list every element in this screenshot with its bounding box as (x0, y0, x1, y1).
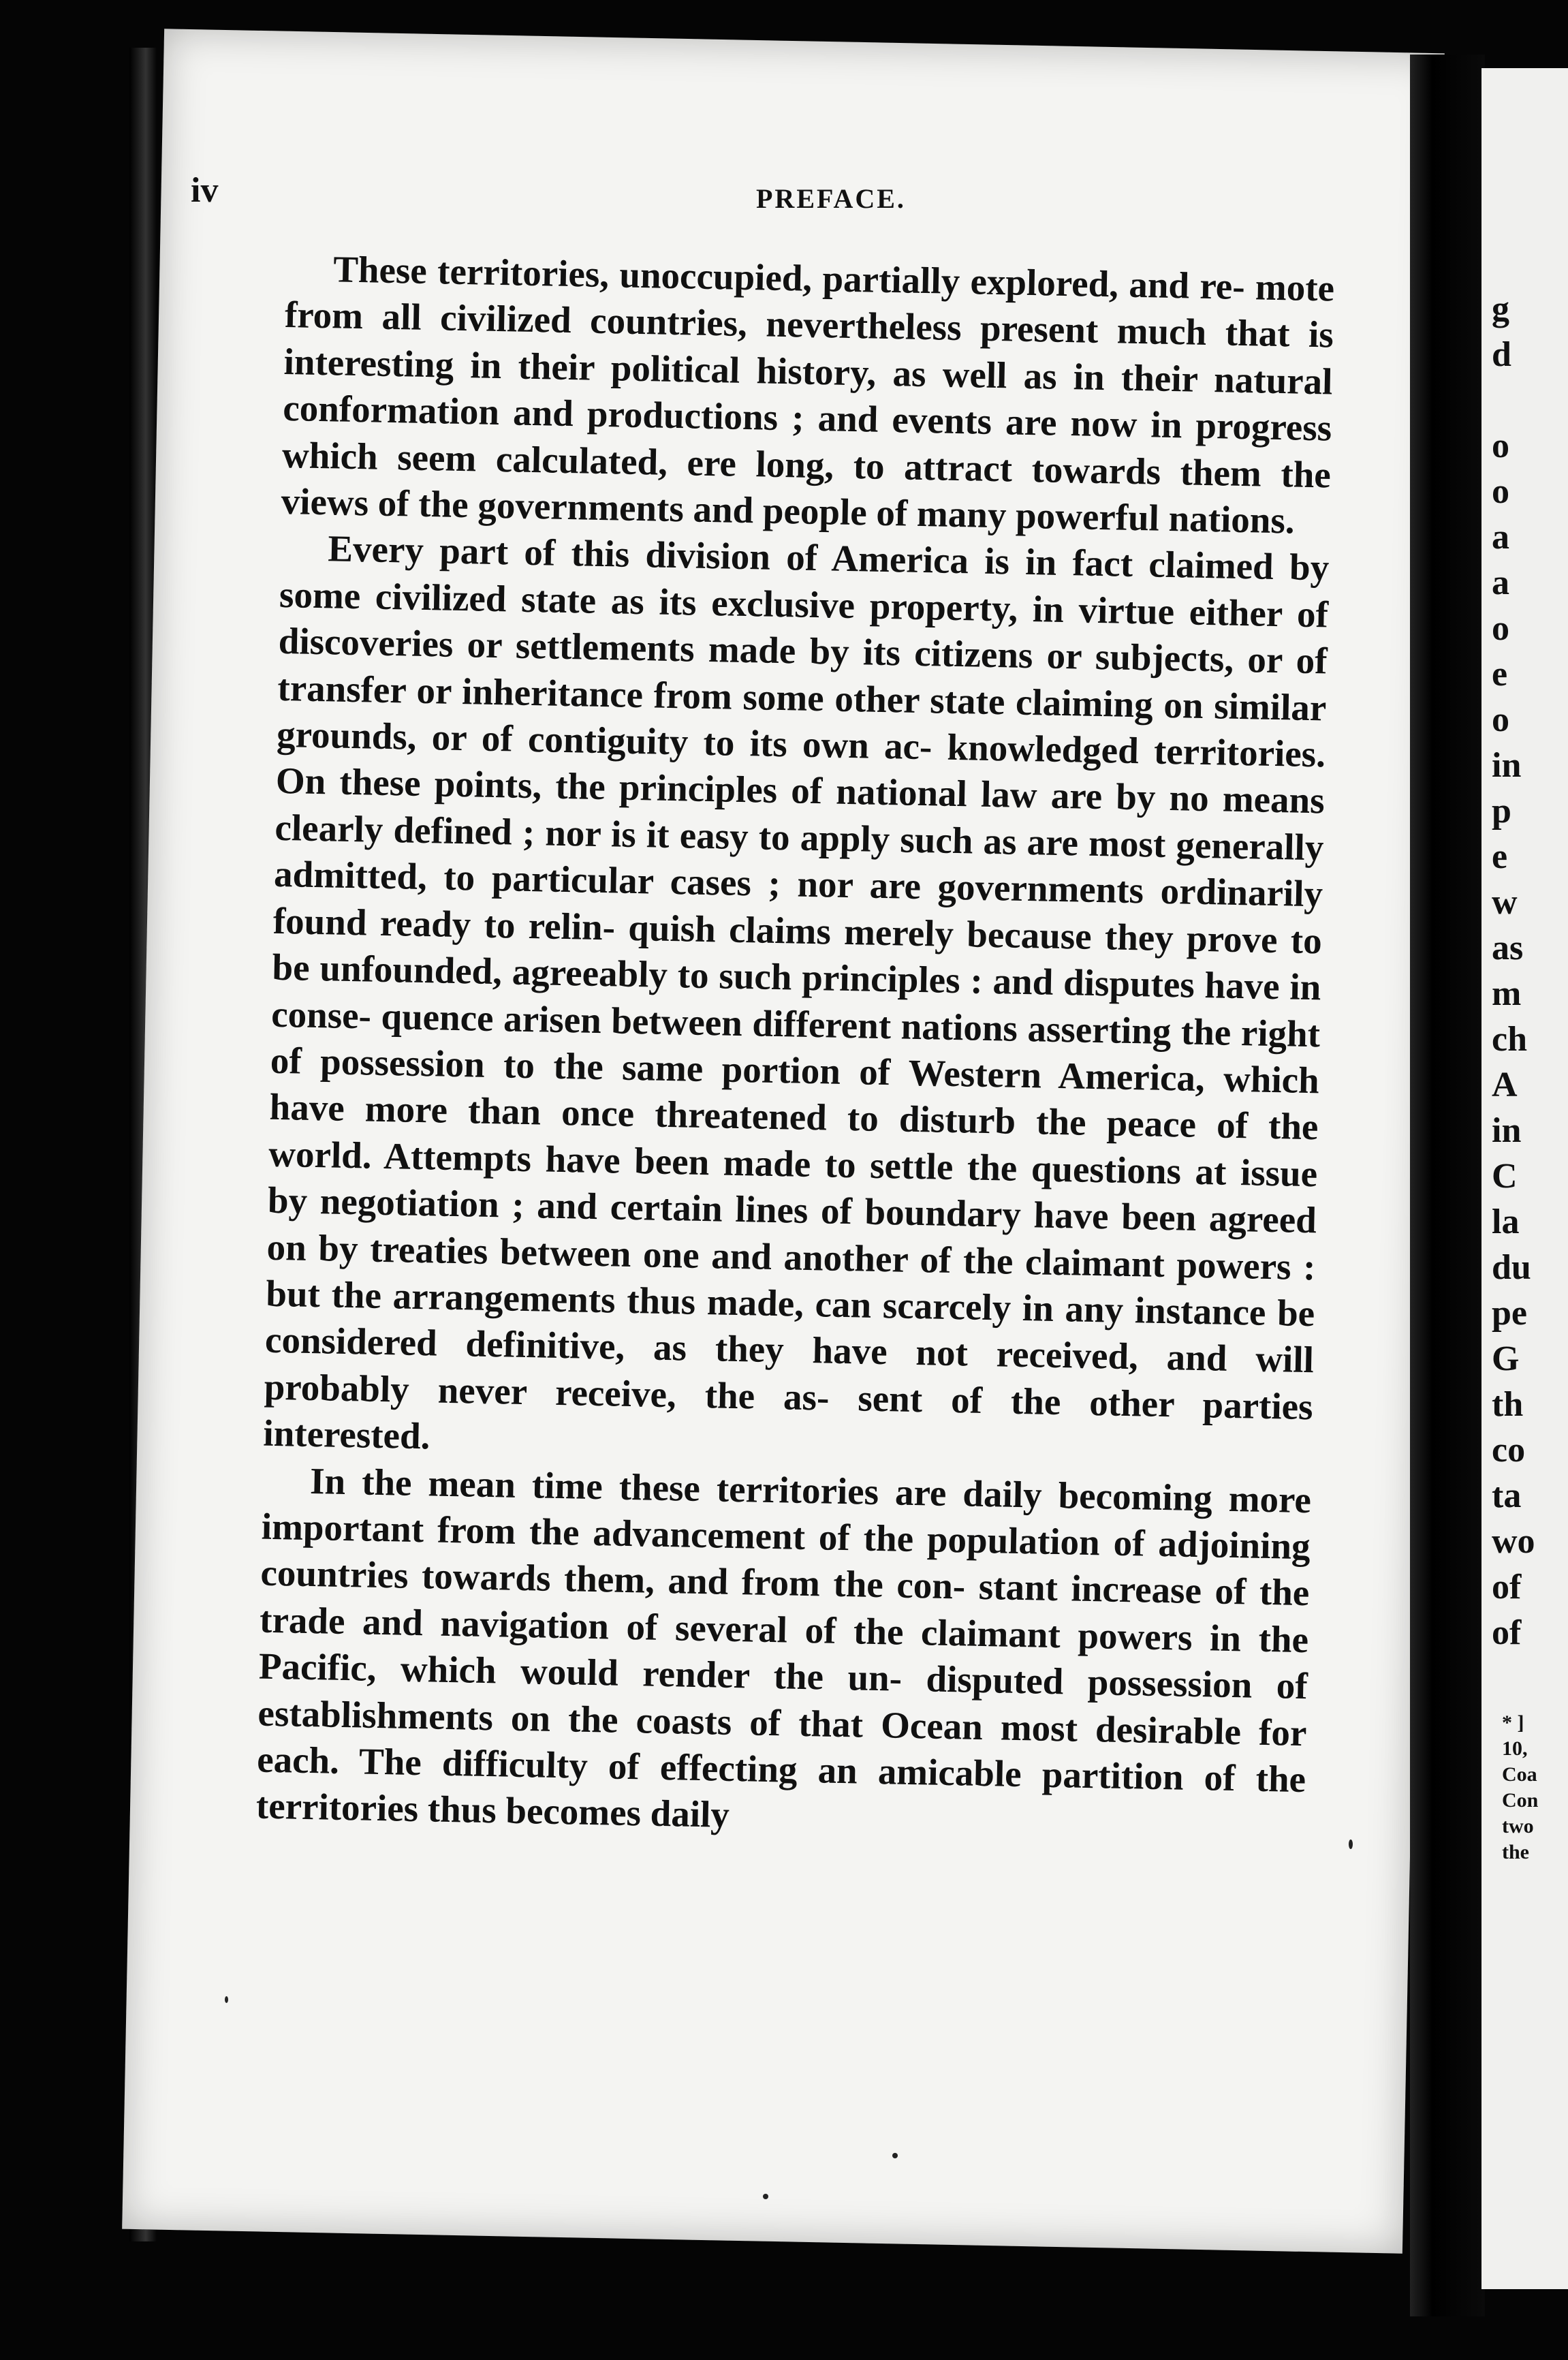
adjacent-page-line: o (1492, 700, 1509, 739)
adjacent-page-line: th (1492, 1385, 1524, 1424)
adjacent-page-line: ta (1492, 1476, 1522, 1515)
adjacent-page-line: pe (1492, 1294, 1527, 1333)
paragraph-2: Every part of this division of America is in fact claimed by some civilized state as its exclusive property, in virtue either of discoveries or settlements made by its citizens or subjects, or of transfer or inheritance from some other state claiming on similar grounds, or of contiguity to its own ac- knowledged territories. On these points, the principles of national law are by no means clearly defined ; nor is it easy to apply such as are most generally admitted, to particular cases ; nor are governments ordinarily found ready to relin- quish claims merely because they prove to be unfounded, agreeably to such principles : and disputes have in conse- quence arisen between different nations asserting the right of possession to the same portion of Western America, which have more than once threatened to disturb the peace of the world. Attempts have been made to settle the questions at issue by negotiation ; and certain lines of boundary have been agreed on by treaties between one and another of the claimant powers : but the arrangements thus made, can scarcely in any instance be considered definitive, as they have not received, and will probably never receive, the as- sent of the other parties interested. (262, 527, 1330, 1457)
page-number: iv (191, 171, 219, 210)
running-title: PREFACE. (756, 183, 906, 214)
adjacent-page-line: wo (1492, 1522, 1535, 1561)
adjacent-page-line: a (1492, 518, 1509, 557)
adjacent-page-line: w (1492, 883, 1518, 922)
scan-speck (892, 2153, 898, 2158)
adjacent-page-line: A (1492, 1066, 1518, 1104)
page-gutter (1410, 55, 1485, 2316)
adjacent-page-line: of (1492, 1568, 1522, 1606)
adjacent-page-line: o (1492, 472, 1509, 511)
adjacent-page-line: of (1492, 1613, 1522, 1652)
adjacent-page-line: o (1492, 426, 1509, 465)
adjacent-footnote-line: 10, (1502, 1737, 1528, 1760)
paragraph-3: In the mean time these territories are daily becoming more important from the advancement of the population of adjoining countries towards them, and from the con- stant increase of the trade and navigation of several of the claimant powers in the Pacific, which would render the un- disputed possession of establishments on the coasts of that Ocean most desirable for each. The difficulty of effecting an amicable partition of the territories thus becomes daily (255, 1459, 1312, 1836)
adjacent-footnote-line: two (1502, 1815, 1534, 1837)
scan-speck (225, 1996, 228, 2003)
adjacent-page-line: g (1492, 290, 1509, 328)
adjacent-page-line: a (1492, 563, 1509, 602)
paragraph-1: These territories, unoccupied, partially explored, and re- mote from all civilized countries, nevertheless present much that is interesting in their political history, as well as in their natural conformation and productions ; and events are now in progress which seem calculated, ere long, to attract towards them the views of the governments and people of many powerful nations. (281, 248, 1335, 542)
adjacent-page-line: du (1492, 1248, 1531, 1287)
adjacent-page-line: as (1492, 929, 1524, 967)
adjacent-page-line: e (1492, 655, 1508, 694)
adjacent-page-line: la (1492, 1202, 1520, 1241)
scan-speck (1349, 1839, 1353, 1849)
adjacent-page-line: m (1492, 974, 1522, 1013)
adjacent-page-line: d (1492, 335, 1511, 374)
body-text (255, 245, 1334, 1850)
adjacent-page-line: in (1492, 746, 1522, 785)
adjacent-page-line: co (1492, 1431, 1526, 1470)
adjacent-page-line (1492, 377, 1568, 423)
adjacent-footnote-line: the (1502, 1841, 1529, 1863)
adjacent-page-line: ch (1492, 1020, 1527, 1059)
adjacent-page-line: e (1492, 837, 1508, 876)
adjacent-footnote-line: Con (1502, 1789, 1539, 1812)
adjacent-page-text (1492, 286, 1568, 1656)
adjacent-page-line: in (1492, 1111, 1522, 1150)
adjacent-page-line: p (1492, 792, 1511, 830)
adjacent-page-line: G (1492, 1339, 1520, 1378)
adjacent-page-footnote (1502, 1710, 1568, 1865)
adjacent-page-line: o (1492, 609, 1509, 648)
adjacent-page-line: C (1492, 1157, 1518, 1196)
scan-speck (763, 2194, 768, 2199)
adjacent-footnote-line: * ] (1502, 1711, 1524, 1734)
adjacent-footnote-line: Coa (1502, 1763, 1537, 1786)
